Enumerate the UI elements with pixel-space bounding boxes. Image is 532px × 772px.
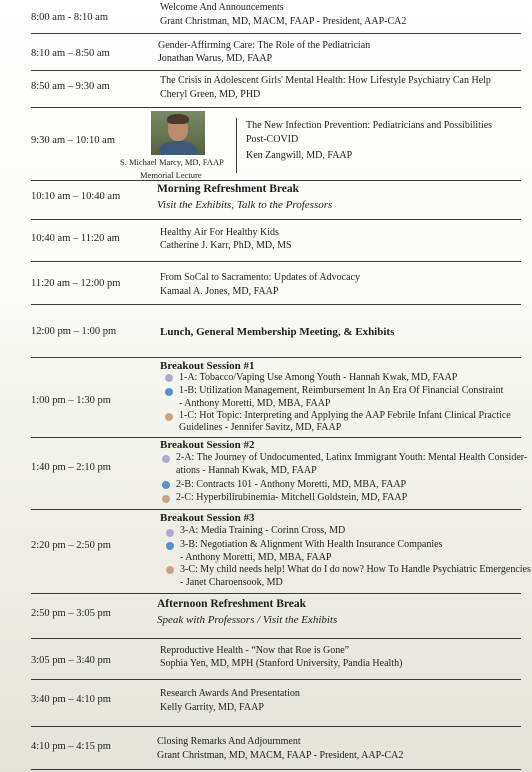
divider [31, 593, 521, 594]
session-title-cont: Post-COVID [246, 134, 299, 145]
session-time: 8:00 am - 8:10 am [31, 12, 108, 23]
session-speaker: Sophia Yen, MD, MPH (Stanford University, Pandia Health) [160, 658, 403, 669]
breakout-item: 3-C: My child needs help! What do I do now? How To Handle Psychiatric Emergencies [180, 564, 531, 575]
divider [31, 107, 521, 108]
session-speaker: Catherine J. Karr, PhD, MD, MS [160, 240, 292, 251]
divider [31, 261, 521, 262]
breakout-title: Breakout Session #1 [160, 360, 255, 372]
breakout-item-cont: ations - Hannah Kwak, MD, FAAP [176, 465, 317, 476]
breakout-item: 2-B: Contracts 101 - Anthony Moretti, MD, MBA, FAAP [176, 479, 407, 490]
breakout-item: 3-A: Media Training - Corinn Cross, MD [180, 525, 346, 536]
bullet-dot [166, 542, 174, 550]
break-subtitle: Visit the Exhibits, Talk to the Professors [157, 199, 333, 211]
divider [31, 679, 521, 680]
session-title: Healthy Air For Healthy Kids [160, 227, 279, 238]
breakout-item-cont: - Janet Charoensook, MD [180, 577, 283, 588]
session-time: 10:40 am – 11:20 am [31, 233, 120, 244]
breakout-item: 1-B: Utilization Management, Reimbursement In An Era Of Financial Constraint [179, 385, 504, 396]
session-speaker: Kelly Garrity, MD, FAAP [160, 702, 264, 713]
divider [31, 769, 521, 770]
session-title: Reproductive Health - “Now that Roe is Gone” [160, 645, 350, 656]
bullet-dot [162, 495, 170, 503]
session-title: From SoCal to Sacramento: Updates of Advocacy [160, 272, 360, 283]
bullet-dot [166, 566, 174, 574]
breakout-item-cont: Guidelines - Jennifer Savitz, MD, FAAP [179, 422, 342, 433]
session-time: 3:40 pm – 4:10 pm [31, 694, 111, 705]
session-speaker: Kamaal A. Jones, MD, FAAP [160, 286, 279, 297]
session-time: 2:20 pm – 2:50 pm [31, 540, 111, 551]
bullet-dot [165, 413, 173, 421]
divider [31, 726, 521, 727]
breakout-item: 2-A: The Journey of Undocumented, Latinx Immigrant Youth: Mental Health Consider- [176, 452, 528, 463]
bullet-dot [165, 374, 173, 382]
divider [31, 180, 521, 181]
session-title: Closing Remarks And Adjournment [157, 736, 301, 747]
breakout-item: 3-B: Negotiation & Alignment With Health Insurance Companies [180, 539, 443, 550]
session-title: Gender-Affirming Care: The Role of the Pediatrician [158, 40, 371, 51]
breakout-title: Breakout Session #3 [160, 512, 255, 524]
session-time: 3:05 pm – 3:40 pm [31, 655, 111, 666]
bullet-dot [162, 455, 170, 463]
divider [31, 304, 521, 305]
photo-caption-lecture: Memorial Lecture [140, 170, 202, 180]
divider [31, 33, 521, 34]
divider [31, 437, 521, 438]
session-title: Welcome And Announcements [160, 2, 284, 13]
session-time: 2:50 pm – 3:05 pm [31, 608, 111, 619]
session-title: The Crisis in Adolescent Girls' Mental Health: How Lifestyle Psychiatry Can Help [160, 75, 491, 86]
session-time: 4:10 pm – 4:15 pm [31, 741, 111, 752]
break-title: Morning Refreshment Break [157, 183, 300, 195]
breakout-item: 2-C: Hyperbilirubinemia- Mitchell Goldstein, MD, FAAP [176, 492, 408, 503]
divider [31, 509, 521, 510]
breakout-item-cont: - Anthony Moretti, MD, MBA, FAAP [180, 552, 332, 563]
speaker-photo [151, 111, 205, 155]
session-speaker: Grant Christman, MD, MACM, FAAP - President, AAP-CA2 [157, 750, 404, 761]
lunch-title: Lunch, General Membership Meeting, & Exhibits [160, 326, 395, 338]
breakout-item-cont: - Anthony Moretti, MD, MBA, FAAP [179, 398, 331, 409]
divider [31, 219, 521, 220]
break-subtitle: Speak with Professors / Visit the Exhibits [157, 614, 338, 626]
breakout-item: 1-A: Tobacco/Vaping Use Among Youth - Hannah Kwak, MD, FAAP [179, 372, 458, 383]
session-time: 11:20 am – 12:00 pm [31, 278, 121, 289]
breakout-title: Breakout Session #2 [160, 439, 255, 451]
session-speaker: Grant Christman, MD, MACM, FAAP - President, AAP-CA2 [160, 16, 407, 27]
vertical-divider [236, 118, 237, 173]
session-speaker: Cheryl Green, MD, PHD [160, 89, 261, 100]
session-title: The New Infection Prevention: Pediatricians and Possibilities [246, 120, 493, 131]
breakout-item: 1-C: Hot Topic: Interpreting and Applying the AAP Febrile Infant Clinical Practice [179, 410, 511, 421]
divider [31, 70, 521, 71]
session-time: 10:10 am – 10:40 am [31, 191, 121, 202]
photo-caption: S. Michael Marcy, MD, FAAP [120, 157, 224, 167]
divider [31, 357, 521, 358]
break-title: Afternoon Refreshment Break [157, 598, 307, 610]
session-time: 12:00 pm – 1:00 pm [31, 326, 117, 337]
session-time: 1:40 pm – 2:10 pm [31, 462, 111, 473]
session-time: 8:50 am – 9:30 am [31, 81, 110, 92]
session-time: 1:00 pm – 1:30 pm [31, 395, 111, 406]
session-title: Research Awards And Presentation [160, 688, 300, 699]
session-time: 9:30 am – 10:10 am [31, 135, 115, 146]
session-speaker: Ken Zangwill, MD, FAAP [246, 150, 353, 161]
divider [31, 638, 521, 639]
session-time: 8:10 am – 8:50 am [31, 48, 110, 59]
bullet-dot [162, 481, 170, 489]
bullet-dot [165, 388, 173, 396]
bullet-dot [166, 529, 174, 537]
session-speaker: Jonathan Warus, MD, FAAP [158, 53, 273, 64]
